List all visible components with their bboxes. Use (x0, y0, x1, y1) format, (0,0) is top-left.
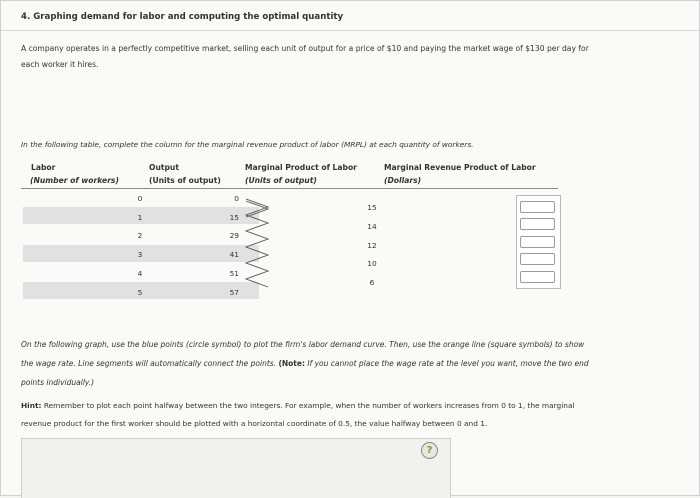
table-header-rule (21, 188, 558, 189)
header-output (149, 161, 179, 174)
hint-line-2: revenue product for the first worker should be plotted with a horizontal coordinate of 0.5, the value halfway between 0 and 1. (21, 419, 488, 428)
graph-instruction-line-3: points individually.) (21, 378, 95, 387)
header-mpl-sub: (Units of output) (245, 176, 317, 185)
mrpl-input-worker-3[interactable] (520, 236, 555, 248)
header-output-sub: (Units of output) (149, 176, 221, 185)
mpl-cell: 6 (369, 278, 375, 287)
table-connector-zigzag (244, 197, 274, 289)
header-labor-title: Labor (31, 163, 56, 172)
graph-instruction-text: the wage rate. Line segments will automatically connect the points. (21, 359, 279, 368)
graph-instruction (21, 335, 691, 392)
header-labor-sub: (Number of workers) (30, 176, 119, 185)
labor-cell: 2 (137, 231, 143, 240)
labor-cell: 1 (137, 213, 143, 222)
header-output-title: Output (149, 163, 179, 172)
hint-text (21, 397, 691, 433)
graph-instruction-line-2 (21, 354, 691, 373)
intro-line-2: each worker it hires. (21, 60, 99, 69)
labor-cell: 4 (137, 269, 143, 278)
output-cell: 41 (229, 250, 239, 259)
labor-cell: 3 (137, 250, 143, 259)
labor-demand-graph[interactable] (21, 438, 451, 498)
hint-line-1-text: Remember to plot each point halfway between the two integers. For example, when the number of workers increases from 0 to 1, the marginal (41, 401, 575, 410)
header-mrpl-title: Marginal Revenue Product of Labor (384, 163, 536, 172)
mpl-cell: 15 (367, 203, 377, 212)
hint-label: Hint: (21, 401, 42, 410)
mpl-cell: 14 (367, 222, 377, 231)
table-instruction: In the following table, complete the column for the marginal revenue product of labor (MRPL) at each quantity of workers. (21, 140, 474, 149)
header-mpl-title: Marginal Product of Labor (245, 163, 357, 172)
graph-instruction-line-1: On the following graph, use the blue points (circle symbol) to plot the firm's labor demand curve. Then, use the orange line (square symbols) to show (21, 340, 585, 349)
header-mrpl (384, 161, 536, 187)
help-icon[interactable]: ? (421, 442, 438, 459)
labor-cell: 5 (137, 288, 143, 297)
output-cell: 0 (234, 194, 239, 203)
output-cell: 51 (229, 269, 239, 278)
header-labor (31, 161, 119, 187)
graph-instruction-note: If you cannot place the wage rate at the level you want, move the two end (304, 359, 589, 368)
intro-line-1: A company operates in a perfectly competitive market, selling each unit of output for a price of $10 and paying the market wage of $130 per day for (21, 44, 589, 53)
mrpl-input-worker-1[interactable] (520, 201, 555, 213)
question-intro (21, 41, 681, 73)
mpl-cell: 10 (367, 259, 377, 268)
note-label: (Note: (278, 359, 305, 368)
labor-cell: 0 (137, 194, 143, 203)
header-mpl (245, 161, 357, 187)
output-cell: 15 (229, 213, 239, 222)
mpl-cell: 12 (367, 241, 377, 250)
title-divider (1, 30, 699, 31)
output-cell: 29 (229, 231, 239, 240)
mrpl-input-worker-5[interactable] (520, 271, 555, 283)
output-cell: 57 (229, 288, 239, 297)
header-mrpl-sub: (Dollars) (384, 176, 422, 185)
mrpl-input-worker-4[interactable] (520, 253, 555, 265)
hint-line-1 (21, 397, 691, 415)
question-title: 4. Graphing demand for labor and computing the optimal quantity (21, 12, 344, 22)
mrpl-input-worker-2[interactable] (520, 218, 555, 230)
